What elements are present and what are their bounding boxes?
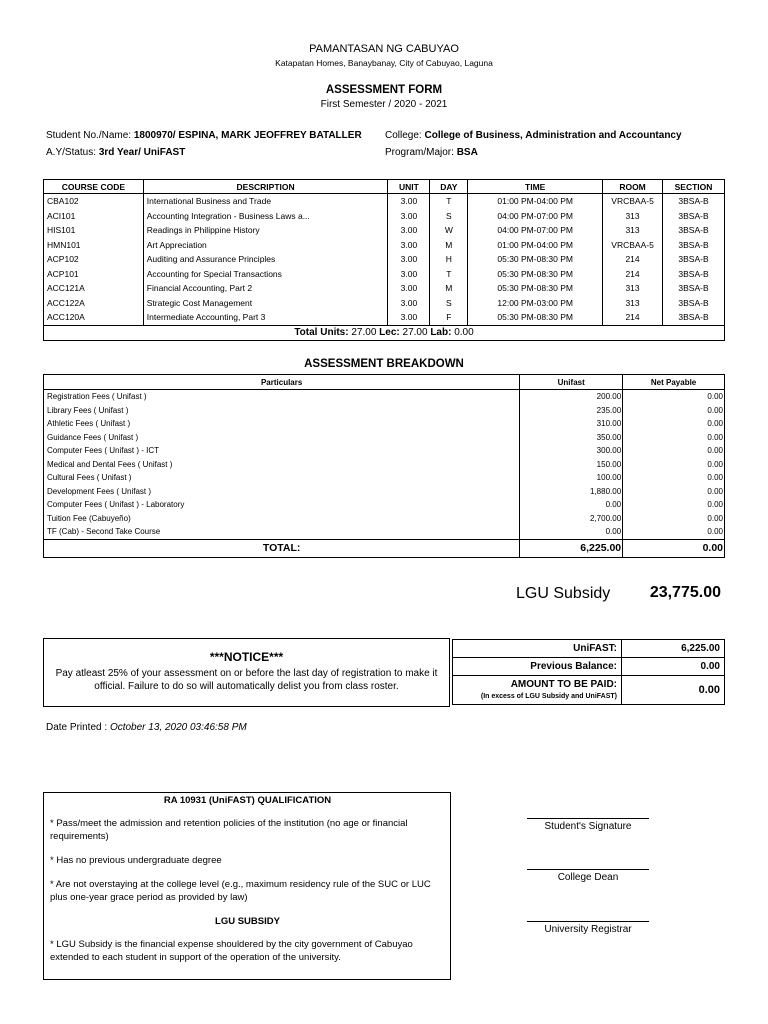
fee-net: 0.00 (623, 458, 725, 472)
fee-unifast: 100.00 (520, 471, 623, 485)
fee-particular: Development Fees ( Unifast ) (44, 485, 520, 499)
course-section: 3BSA-B (663, 296, 725, 311)
col-section: SECTION (663, 180, 725, 194)
course-description: Accounting for Special Transactions (143, 267, 388, 282)
qualification-item-1: * Pass/meet the admission and retention policies of the institution (no age or financial requirements) (50, 818, 408, 842)
registrar-signature-label: University Registrar (544, 924, 632, 935)
table-row (44, 471, 725, 485)
fees-total-label: TOTAL: (44, 539, 520, 557)
course-section: 3BSA-B (663, 223, 725, 238)
fee-unifast: 0.00 (520, 498, 623, 512)
course-room: 214 (603, 310, 663, 325)
course-section: 3BSA-B (663, 209, 725, 224)
course-code: ACC122A (44, 296, 144, 311)
fee-net: 0.00 (623, 390, 725, 404)
fee-net: 0.00 (623, 417, 725, 431)
fees-total-net: 0.00 (623, 539, 725, 557)
table-row (44, 252, 725, 267)
course-room: 313 (603, 223, 663, 238)
amount-to-pay-label: AMOUNT TO BE PAID: (In excess of LGU Subsidy and UniFAST) (453, 676, 622, 705)
school-name: PAMANTASAN NG CABUYAO (309, 43, 459, 55)
program-row (385, 147, 478, 158)
breakdown-title: ASSESSMENT BREAKDOWN (304, 358, 464, 370)
course-time: 05:30 PM-08:30 PM (468, 267, 603, 282)
fee-particular: TF (Cab) - Second Take Course (44, 525, 520, 539)
course-unit: 3.00 (388, 296, 430, 311)
col-course-code: COURSE CODE (44, 180, 144, 194)
table-row (44, 525, 725, 539)
lgu-subsidy-title: LGU SUBSIDY (215, 916, 280, 927)
table-row (44, 238, 725, 253)
course-unit: 3.00 (388, 209, 430, 224)
course-unit: 3.00 (388, 238, 430, 253)
unifast-value: 6,225.00 (622, 640, 725, 658)
course-unit: 3.00 (388, 267, 430, 282)
course-unit: 3.00 (388, 310, 430, 325)
unifast-label: UniFAST: (453, 640, 622, 658)
student-id-value: 1800970/ ESPINA, MARK JEOFFREY BATALLER (133, 130, 362, 141)
lgu-subsidy-amount: 23,775.00 (649, 584, 721, 601)
fee-net: 0.00 (623, 404, 725, 418)
student-id-row (46, 130, 362, 141)
fee-particular: Computer Fees ( Unifast ) - ICT (44, 444, 520, 458)
col-net-payable: Net Payable (623, 375, 725, 390)
table-row (44, 498, 725, 512)
fee-particular: Guidance Fees ( Unifast ) (44, 431, 520, 445)
date-printed-value: October 13, 2020 03:46:58 PM (109, 722, 247, 733)
course-code: ACP101 (44, 267, 144, 282)
course-day: T (430, 194, 468, 209)
college-label: College: (385, 130, 422, 141)
course-time: 05:30 PM-08:30 PM (468, 252, 603, 267)
fee-particular: Registration Fees ( Unifast ) (44, 390, 520, 404)
col-time: TIME (468, 180, 603, 194)
fee-net: 0.00 (623, 525, 725, 539)
course-table (43, 179, 725, 341)
fee-unifast: 300.00 (520, 444, 623, 458)
course-time: 01:00 PM-04:00 PM (468, 194, 603, 209)
course-day: T (430, 267, 468, 282)
course-description: Strategic Cost Management (143, 296, 388, 311)
fee-unifast: 350.00 (520, 431, 623, 445)
table-row (44, 223, 725, 238)
course-day: M (430, 238, 468, 253)
fees-total-unifast: 6,225.00 (520, 539, 623, 557)
course-code: ACI101 (44, 209, 144, 224)
amount-to-pay-row (453, 676, 725, 705)
fee-net: 0.00 (623, 512, 725, 526)
course-day: W (430, 223, 468, 238)
course-day: M (430, 281, 468, 296)
course-day: S (430, 209, 468, 224)
course-day: H (430, 252, 468, 267)
lgu-subsidy-text: * LGU Subsidy is the financial expense shouldered by the city government of Cabuyao extended to each student in support of the operation of the university. (50, 939, 413, 963)
table-row (44, 267, 725, 282)
course-section: 3BSA-B (663, 238, 725, 253)
amount-to-pay-value: 0.00 (622, 676, 725, 705)
dean-signature-line (527, 869, 649, 870)
previous-balance-label: Previous Balance: (453, 658, 622, 676)
amount-to-pay-note: (In excess of LGU Subsidy and UniFAST) (480, 692, 617, 700)
dean-signature-label: College Dean (557, 872, 619, 883)
fee-unifast: 150.00 (520, 458, 623, 472)
status-value: 3rd Year/ UniFAST (98, 147, 186, 158)
col-particulars: Particulars (44, 375, 520, 390)
fee-unifast: 1,880.00 (520, 485, 623, 499)
qualification-title: RA 10931 (UniFAST) QUALIFICATION (163, 795, 332, 806)
table-row (44, 431, 725, 445)
course-description: Financial Accounting, Part 2 (143, 281, 388, 296)
college-value: College of Business, Administration and Accountancy (424, 130, 682, 141)
course-code: HMN101 (44, 238, 144, 253)
course-section: 3BSA-B (663, 252, 725, 267)
lgu-subsidy-label: LGU Subsidy (516, 585, 611, 602)
col-description: DESCRIPTION (143, 180, 388, 194)
fee-net: 0.00 (623, 485, 725, 499)
program-label: Program/Major: (385, 147, 454, 158)
table-row (44, 444, 725, 458)
fee-unifast: 200.00 (520, 390, 623, 404)
table-row (44, 390, 725, 404)
table-row (44, 485, 725, 499)
fee-particular: Tuition Fee (Cabuyeño) (44, 512, 520, 526)
status-row (46, 147, 185, 158)
course-rows (44, 194, 725, 341)
qualification-item-3: * Are not overstaying at the college level (e.g., maximum residency rule of the SUC or LUC plus one-year grace period as provided by law) (50, 879, 431, 903)
course-room: 313 (603, 209, 663, 224)
course-room: 313 (603, 281, 663, 296)
course-day: F (430, 310, 468, 325)
course-description: International Business and Trade (143, 194, 388, 209)
course-time: 04:00 PM-07:00 PM (468, 223, 603, 238)
table-row (44, 458, 725, 472)
table-row (44, 209, 725, 224)
course-room: VRCBAA-5 (603, 194, 663, 209)
payment-summary (452, 639, 725, 705)
course-section: 3BSA-B (663, 281, 725, 296)
course-header-row (44, 180, 725, 194)
course-section: 3BSA-B (663, 310, 725, 325)
unifast-row (453, 640, 725, 658)
semester: First Semester / 2020 - 2021 (320, 99, 448, 110)
col-unifast: Unifast (520, 375, 623, 390)
fee-unifast: 2,700.00 (520, 512, 623, 526)
date-printed (46, 722, 247, 733)
fee-particular: Computer Fees ( Unifast ) - Laboratory (44, 498, 520, 512)
course-day: S (430, 296, 468, 311)
course-description: Auditing and Assurance Principles (143, 252, 388, 267)
course-time: 04:00 PM-07:00 PM (468, 209, 603, 224)
fee-particular: Library Fees ( Unifast ) (44, 404, 520, 418)
notice-text: Pay atleast 25% of your assessment on or before the last day of registration to make it official. Failure to do so will automatically delist you from class roster. (55, 668, 438, 692)
table-row (44, 296, 725, 311)
student-signature-label: Student's Signature (544, 821, 632, 832)
course-unit: 3.00 (388, 281, 430, 296)
program-value: BSA (456, 147, 478, 158)
table-row (44, 310, 725, 325)
student-signature-line (527, 818, 649, 819)
col-day: DAY (430, 180, 468, 194)
course-time: 01:00 PM-04:00 PM (468, 238, 603, 253)
col-unit: UNIT (388, 180, 430, 194)
form-title: ASSESSMENT FORM (325, 84, 443, 96)
table-row (44, 194, 725, 209)
course-code: HIS101 (44, 223, 144, 238)
course-unit: 3.00 (388, 223, 430, 238)
fee-net: 0.00 (623, 444, 725, 458)
course-room: 214 (603, 267, 663, 282)
date-printed-label: Date Printed : (46, 722, 108, 733)
course-section: 3BSA-B (663, 267, 725, 282)
previous-balance-value: 0.00 (622, 658, 725, 676)
course-section: 3BSA-B (663, 194, 725, 209)
previous-balance-row (453, 658, 725, 676)
college-row (385, 130, 682, 141)
fee-net: 0.00 (623, 471, 725, 485)
course-code: ACC120A (44, 310, 144, 325)
registrar-signature-line (527, 921, 649, 922)
course-room: 214 (603, 252, 663, 267)
course-room: 313 (603, 296, 663, 311)
status-label: A.Y/Status: (46, 147, 97, 158)
school-address: Katapatan Homes, Banaybanay, City of Cabuyao, Laguna (275, 58, 493, 68)
course-code: CBA102 (44, 194, 144, 209)
course-time: 05:30 PM-08:30 PM (468, 281, 603, 296)
fee-particular: Athletic Fees ( Unifast ) (44, 417, 520, 431)
units-total-row (44, 325, 725, 340)
course-description: Intermediate Accounting, Part 3 (143, 310, 388, 325)
table-row (44, 281, 725, 296)
fee-unifast: 235.00 (520, 404, 623, 418)
fee-particular: Medical and Dental Fees ( Unifast ) (44, 458, 520, 472)
fee-net: 0.00 (623, 498, 725, 512)
fees-total-row (44, 539, 725, 557)
course-code: ACC121A (44, 281, 144, 296)
qualification-item-2: * Has no previous undergraduate degree (50, 855, 222, 866)
table-row (44, 512, 725, 526)
fee-unifast: 0.00 (520, 525, 623, 539)
course-description: Art Appreciation (143, 238, 388, 253)
table-row (44, 417, 725, 431)
student-id-label: Student No./Name: (46, 130, 132, 141)
course-unit: 3.00 (388, 194, 430, 209)
course-unit: 3.00 (388, 252, 430, 267)
table-row (44, 404, 725, 418)
col-room: ROOM (603, 180, 663, 194)
course-description: Accounting Integration - Business Laws a... (143, 209, 388, 224)
units-total: Total Units: 27.00 Lec: 27.00 Lab: 0.00 (44, 325, 725, 340)
course-time: 12:00 PM-03:00 PM (468, 296, 603, 311)
fees-header-row (44, 375, 725, 390)
notice-title: ***NOTICE*** (209, 650, 284, 664)
course-description: Readings in Philippine History (143, 223, 388, 238)
fee-particular: Cultural Fees ( Unifast ) (44, 471, 520, 485)
fees-table (43, 374, 725, 558)
fee-net: 0.00 (623, 431, 725, 445)
fee-unifast: 310.00 (520, 417, 623, 431)
course-time: 05:30 PM-08:30 PM (468, 310, 603, 325)
course-code: ACP102 (44, 252, 144, 267)
course-room: VRCBAA-5 (603, 238, 663, 253)
